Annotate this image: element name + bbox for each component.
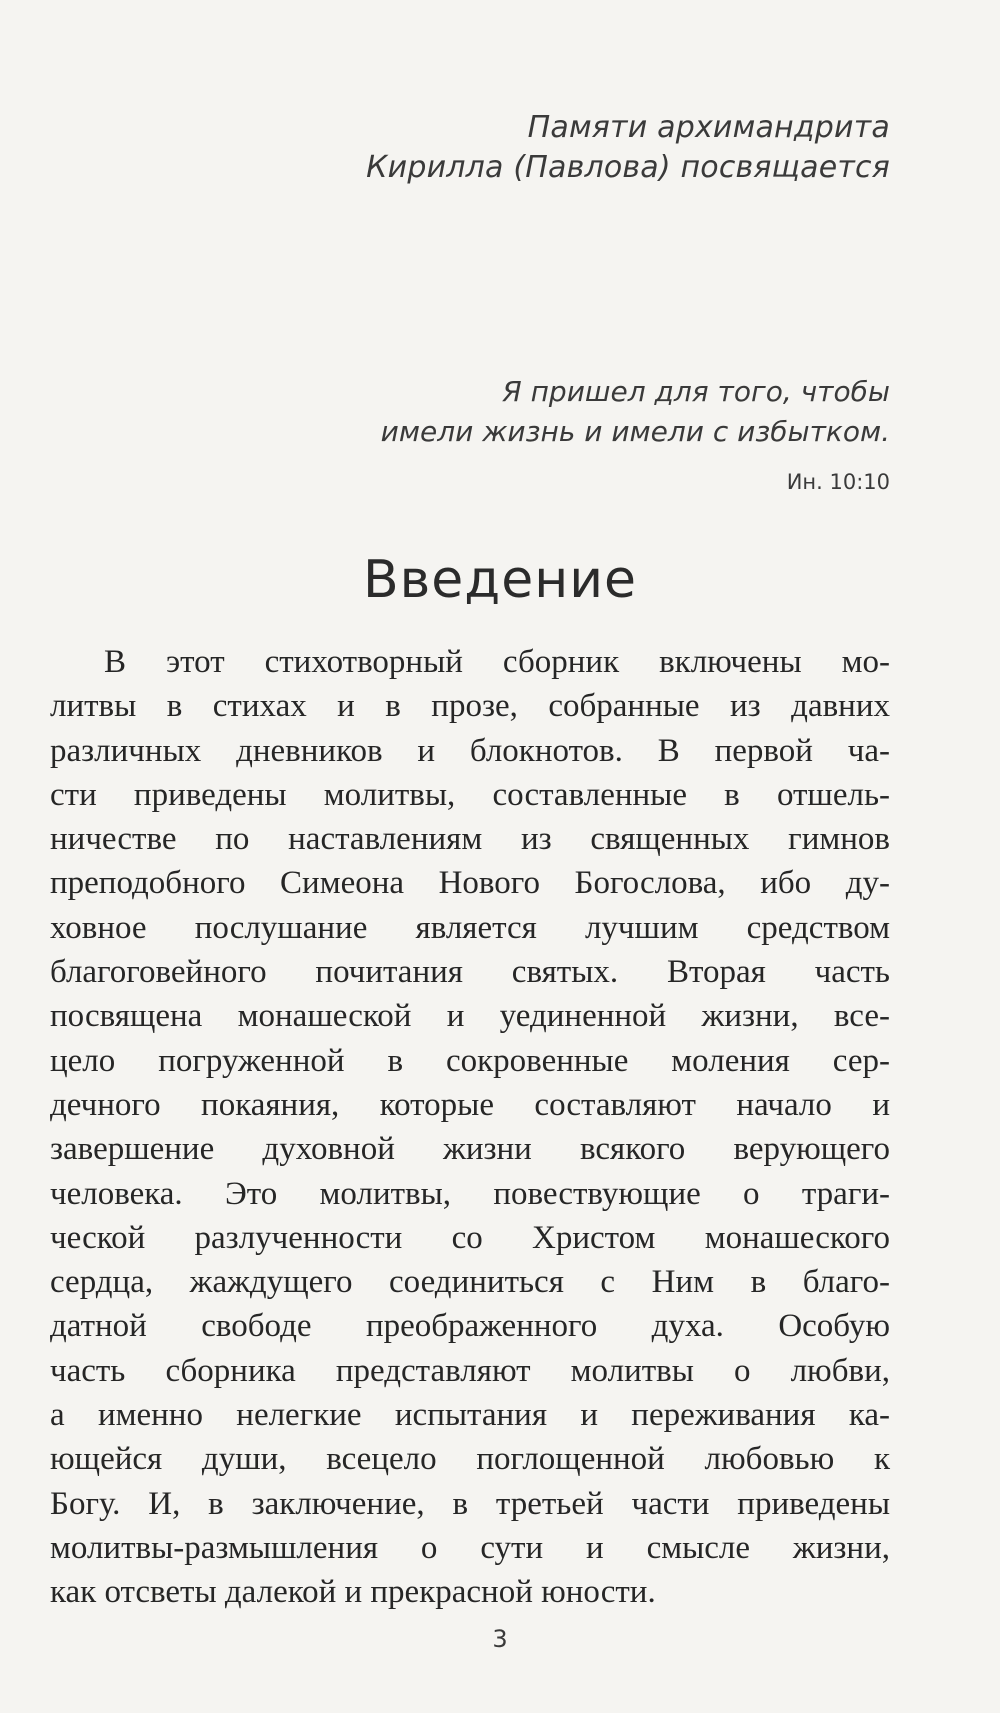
text-line: литвы в стихах и в прозе, собранные из давних (50, 688, 890, 725)
text-line: различных дневников и блокнотов. В первой ча- (50, 732, 890, 769)
text-line: датной свободе преображенного духа. Особую (50, 1308, 890, 1345)
text-line: дечного покаяния, которые составляют начало и (50, 1086, 890, 1123)
epigraph (190, 372, 890, 452)
chapter-heading: Введение (362, 550, 638, 610)
dedication-line-1: Памяти архимандрита (527, 110, 890, 145)
text-line: цело погруженной в сокровенные моления сер- (50, 1042, 890, 1079)
epigraph-line-1: Я пришел для того, чтобы (502, 375, 890, 408)
epigraph-line-2: имели жизнь и имели с избытком. (380, 415, 890, 448)
text-line: Богу. И, в заключение, в третьей части приведены (50, 1485, 890, 1522)
text-line: ческой разлученности со Христом монашеского (50, 1219, 890, 1256)
text-line: сти приведены молитвы, составленные в отшель- (50, 776, 890, 813)
page-number: 3 (492, 1625, 508, 1653)
text-line: В этот стихотворный сборник включены мо- (104, 644, 890, 680)
text-line: часть сборника представляют молитвы о любви, (50, 1352, 890, 1389)
text-line: преподобного Симеона Нового Богослова, ибо ду- (50, 865, 890, 902)
body-text (50, 640, 890, 1615)
epigraph-reference: Ин. 10:10 (786, 470, 890, 494)
text-line: сердца, жаждущего соединиться с Ним в благо- (50, 1264, 890, 1301)
text-line: как отсветы далекой и прекрасной юности. (50, 1574, 656, 1611)
text-line: завершение духовной жизни всякого верующего (50, 1131, 890, 1168)
text-line: ничестве по наставлениям из священных гимнов (50, 821, 890, 858)
text-line: а именно нелегкие испытания и переживания ка- (50, 1397, 890, 1434)
text-line: ющейся души, всецело поглощенной любовью к (50, 1441, 890, 1478)
text-line: ховное послушание является лучшим средством (50, 909, 890, 946)
dedication (190, 108, 890, 188)
dedication-line-2: Кирилла (Павлова) посвящается (366, 150, 890, 185)
text-line: посвящена монашеской и уединенной жизни, все- (50, 998, 890, 1035)
text-line: молитвы-размышления о сути и смысле жизни, (50, 1529, 890, 1566)
text-line: человека. Это молитвы, повествующие о траги- (50, 1175, 890, 1212)
text-line: благоговейного почитания святых. Вторая часть (50, 954, 890, 991)
